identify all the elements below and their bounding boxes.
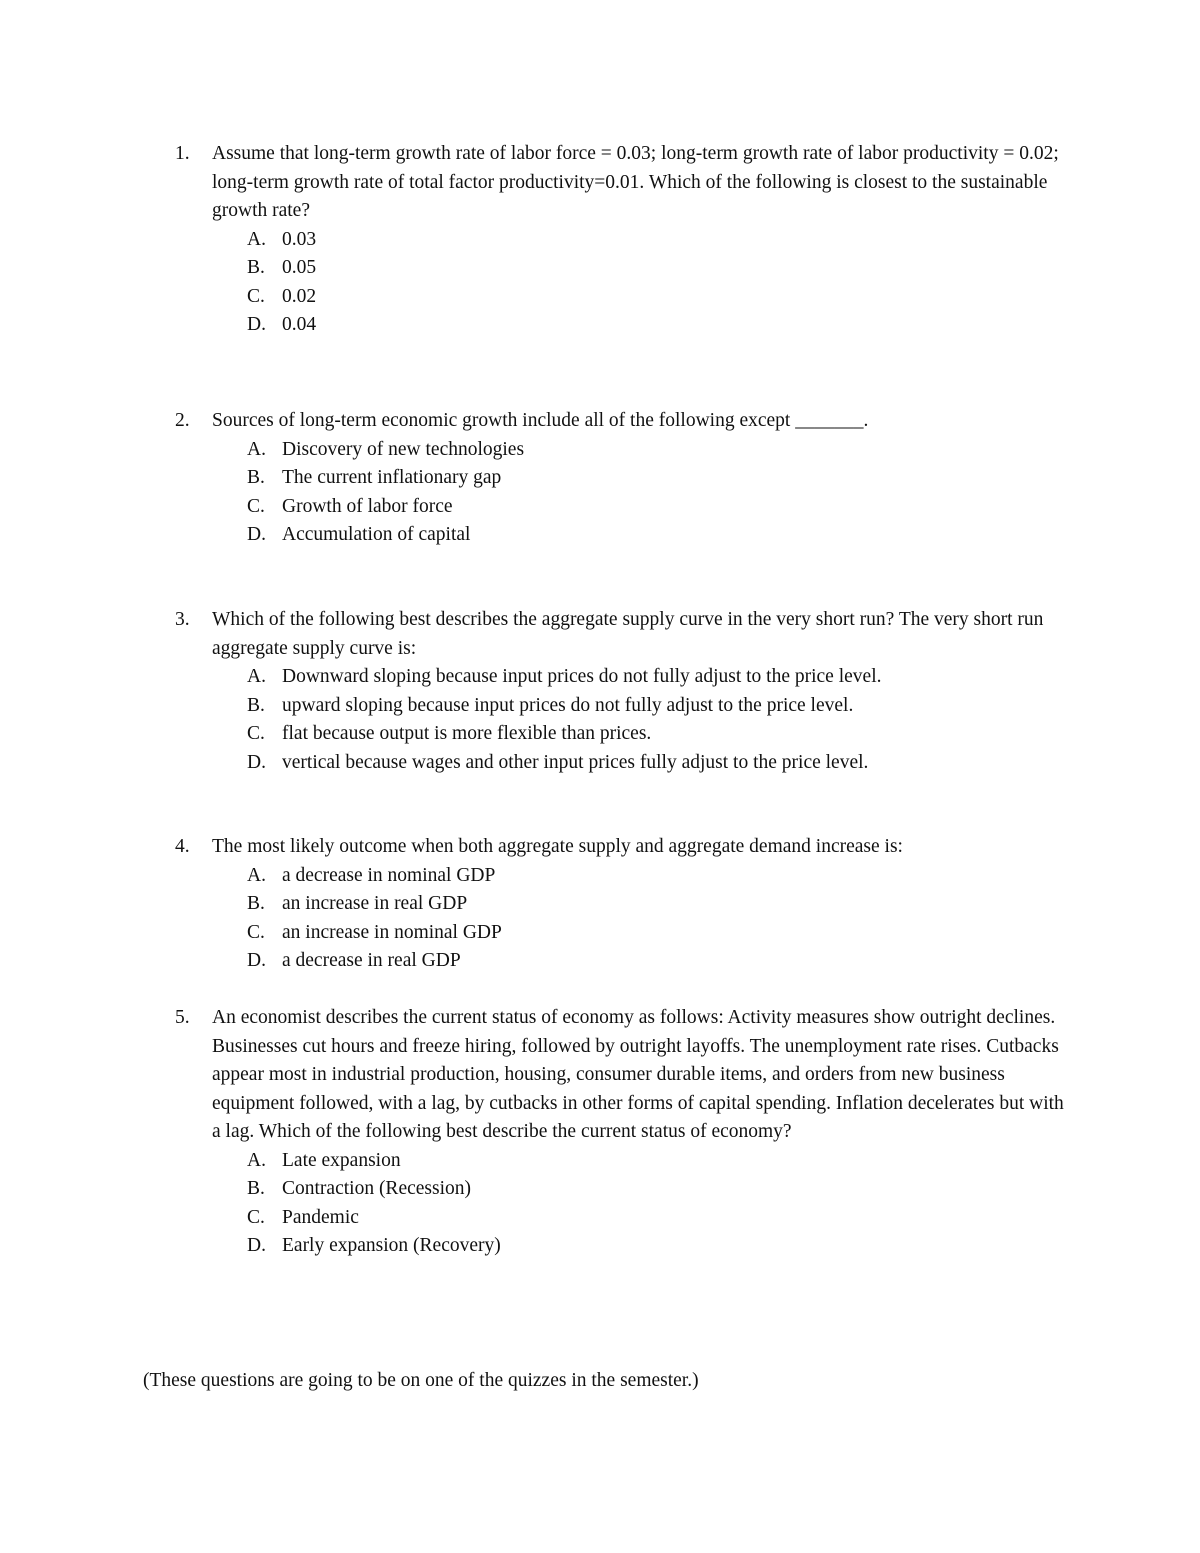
option-letter: C. xyxy=(247,495,265,517)
option-list xyxy=(212,436,1072,550)
option-text: Contraction (Recession) xyxy=(282,1178,471,1199)
question-text: Which of the following best describes the aggregate supply curve in the very short run? The very short run aggregate supply curve is: xyxy=(212,609,1044,659)
option-text: Accumulation of capital xyxy=(282,524,471,545)
option-letter: B. xyxy=(247,694,265,716)
option-item xyxy=(212,283,1072,312)
option-letter: A. xyxy=(247,666,266,687)
option-item xyxy=(212,862,1072,891)
question-text: Sources of long-term economic growth include all of the following except _______. xyxy=(212,410,869,431)
question-number: 2. xyxy=(175,410,190,431)
option-text: Pandemic xyxy=(282,1206,359,1228)
question-text: An economist describes the current status of economy as follows: Activity measures show outright declines. Businesses cut hours and freeze hiring, followed by outright layoffs. The unemployment rate rises. Cutbacks appear most in industrial production, housing, consumer durable items, and orders from new business equipment followed, with a lag, by cutbacks in other forms of capital spending. Inflation decelerates but with a lag. Which of the following best describe the current status of economy? xyxy=(212,1007,1064,1142)
option-letter: B. xyxy=(247,467,265,488)
option-item xyxy=(212,464,1072,493)
option-item xyxy=(212,1232,1072,1261)
option-text: The current inflationary gap xyxy=(282,467,502,488)
option-text: 0.04 xyxy=(282,314,317,335)
option-text: 0.02 xyxy=(282,285,317,307)
option-letter: D. xyxy=(247,314,266,335)
option-text: flat because output is more flexible than prices. xyxy=(282,723,652,744)
option-text: 0.05 xyxy=(282,257,317,278)
option-letter: B. xyxy=(247,257,265,278)
question-number: 4. xyxy=(175,836,190,857)
option-text: a decrease in nominal GDP xyxy=(282,864,496,886)
option-letter: A. xyxy=(247,438,266,460)
option-letter: A. xyxy=(247,1149,266,1171)
question-body xyxy=(212,1004,1072,1261)
question-body xyxy=(212,606,1072,777)
option-item xyxy=(212,890,1072,919)
question-body xyxy=(212,140,1072,340)
option-item xyxy=(212,311,1072,340)
option-item xyxy=(212,493,1072,522)
option-list xyxy=(212,663,1072,777)
question-number: 1. xyxy=(175,143,190,164)
option-item xyxy=(212,226,1072,255)
option-list xyxy=(212,1147,1072,1261)
option-item xyxy=(212,749,1072,778)
option-letter: C. xyxy=(247,723,265,744)
question-number: 3. xyxy=(175,609,190,630)
option-letter: C. xyxy=(247,285,265,307)
option-letter: D. xyxy=(247,751,266,773)
footer-note: (These questions are going to be on one of the quizzes in the semester.) xyxy=(143,1370,699,1391)
option-text: Growth of labor force xyxy=(282,495,453,517)
option-letter: C. xyxy=(247,1206,265,1228)
option-item xyxy=(212,663,1072,692)
option-text: Late expansion xyxy=(282,1149,401,1171)
option-item xyxy=(212,692,1072,721)
question-text: Assume that long-term growth rate of labor force = 0.03; long-term growth rate of labor productivity = 0.02; long-term growth rate of total factor productivity=0.01. Which of the following is closest to the sustainable growth rate? xyxy=(212,143,1059,221)
option-text: an increase in nominal GDP xyxy=(282,921,502,943)
option-letter: A. xyxy=(247,228,266,250)
option-letter: A. xyxy=(247,864,266,886)
option-list xyxy=(212,226,1072,340)
option-text: vertical because wages and other input prices fully adjust to the price level. xyxy=(282,751,869,773)
question-body xyxy=(212,833,1072,976)
question-text: The most likely outcome when both aggregate supply and aggregate demand increase is: xyxy=(212,836,903,857)
option-item xyxy=(212,254,1072,283)
option-text: Early expansion (Recovery) xyxy=(282,1235,501,1256)
option-text: an increase in real GDP xyxy=(282,893,468,914)
option-item xyxy=(212,720,1072,749)
option-text: Discovery of new technologies xyxy=(282,438,525,460)
option-letter: D. xyxy=(247,1235,266,1256)
option-text: a decrease in real GDP xyxy=(282,950,461,971)
option-letter: D. xyxy=(247,950,266,971)
option-text: 0.03 xyxy=(282,228,317,250)
option-item xyxy=(212,947,1072,976)
option-letter: B. xyxy=(247,893,265,914)
question-body xyxy=(212,407,1072,550)
question-number: 5. xyxy=(175,1007,190,1028)
option-letter: C. xyxy=(247,921,265,943)
option-text: Downward sloping because input prices do not fully adjust to the price level. xyxy=(282,666,882,687)
option-item xyxy=(212,1147,1072,1176)
option-item xyxy=(212,521,1072,550)
option-list xyxy=(212,862,1072,976)
option-text: upward sloping because input prices do not fully adjust to the price level. xyxy=(282,694,854,716)
option-item xyxy=(212,436,1072,465)
option-item xyxy=(212,919,1072,948)
option-item xyxy=(212,1175,1072,1204)
option-item xyxy=(212,1204,1072,1233)
option-letter: B. xyxy=(247,1178,265,1199)
option-letter: D. xyxy=(247,524,266,545)
